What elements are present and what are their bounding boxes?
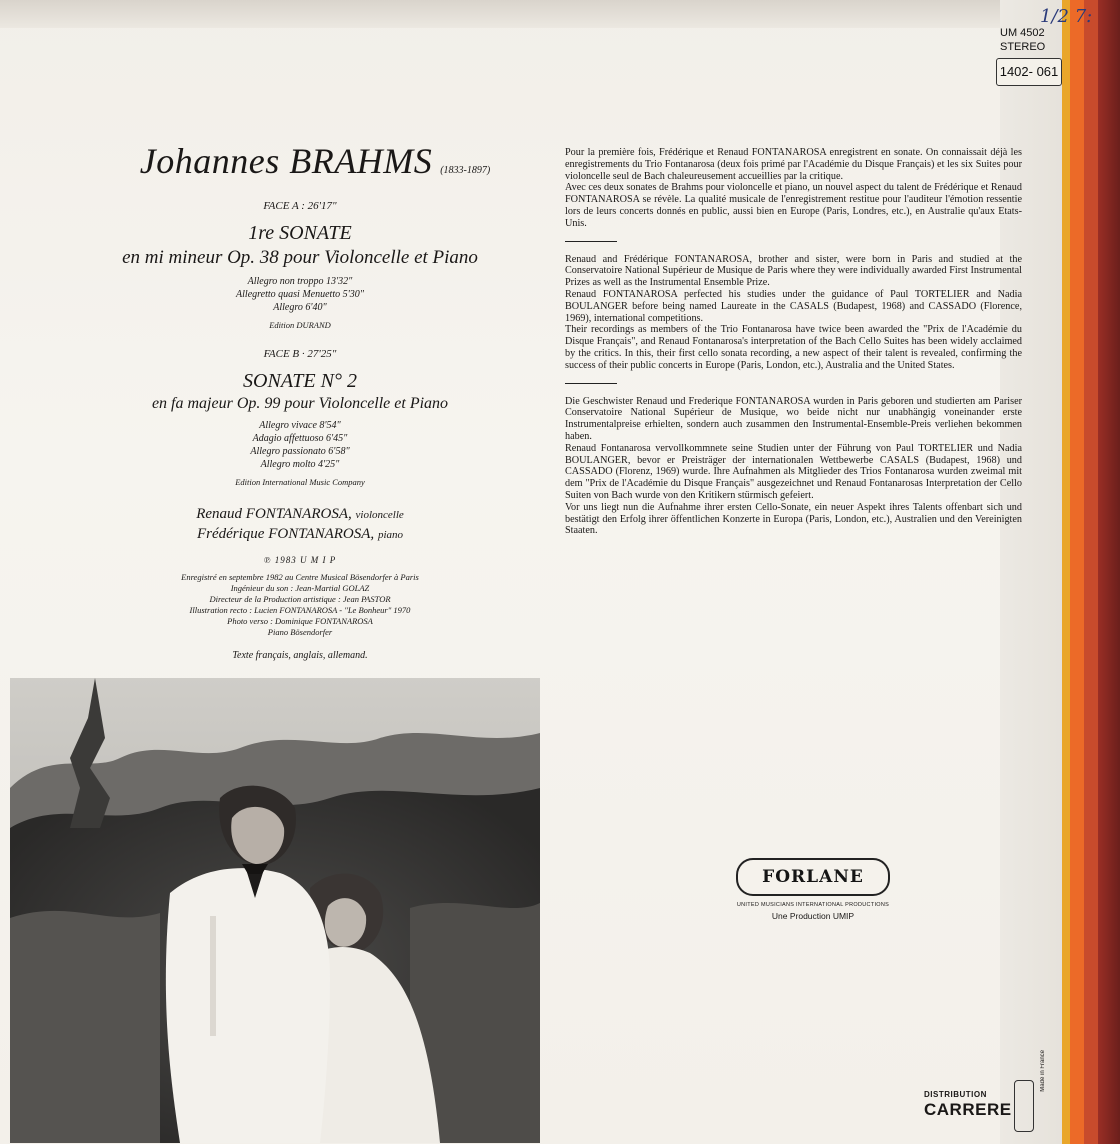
composer-name: Johannes BRAHMS	[139, 141, 433, 181]
catalog-info	[1000, 26, 1045, 54]
catalog-code: UM 4502	[1000, 27, 1045, 39]
sonata-1-title: 1re SONATE	[248, 222, 352, 244]
logo-subtitle: UNITED MUSICIANS INTERNATIONAL PRODUCTIONS	[736, 902, 890, 908]
credit-line: Enregistré en septembre 1982 au Centre Musical Bösendorfer à Paris	[181, 572, 419, 582]
movement: Allegro vivace 8'54"	[259, 420, 341, 431]
stripe-dark-red	[1098, 0, 1120, 1144]
sonata-1-subtitle: en mi mineur Op. 38 pour Violoncelle et Piano	[122, 247, 478, 268]
credit-line: Piano Bösendorfer	[267, 627, 333, 637]
distributor-name: CARRERE	[924, 1100, 1012, 1119]
distribution-block	[924, 1090, 1012, 1120]
stripe-red	[1084, 0, 1098, 1144]
movement: Adagio affettuoso 6'45"	[252, 433, 348, 444]
distributor-mark-icon	[1014, 1080, 1034, 1132]
face-a-label: FACE A : 26'17"	[263, 200, 337, 212]
credit-line: Directeur de la Production artistique : Jean PASTOR	[209, 594, 391, 604]
notes-fr-paragraph: Pour la première fois, Frédérique et Renaud FONTANAROSA enregistrent en sonate. On connaissait déjà les enregistrements du Trio Fontanarosa (deux fois primé par l'Académie du Disque Français) et les six Suites pour violoncelle seul de Bach chaleureusement accueillies par la critique.	[565, 147, 1022, 182]
catalog-sticker: 1402- 061	[996, 58, 1062, 86]
credit-line: Illustration recto : Lucien FONTANAROSA - "Le Bonheur" 1970	[189, 605, 411, 615]
composer-heading	[90, 140, 540, 182]
credits	[60, 555, 540, 638]
sonata-2-title: SONATE N° 2	[243, 370, 357, 392]
performer-name: Renaud FONTANAROSA,	[196, 506, 352, 522]
performer-instrument: piano	[377, 529, 403, 541]
tracklist-column	[60, 140, 540, 661]
forlane-logo: FORLANE	[736, 858, 890, 896]
performer-cello	[60, 505, 540, 525]
notes-fr-paragraph: Avec ces deux sonates de Brahms pour violoncelle et piano, un nouvel aspect du talent de Frédérique et Renaud FONTANAROSA se révèle. La qualité musicale de l'enregistrement restitue pour l'auditeur l'émotion ressentie lors de leurs concerts donnés en public, aussi bien en Europe (Paris, Londres, etc.), en Australie qu'aux Etats-Unis.	[565, 182, 1022, 229]
languages-note: Texte français, anglais, allemand.	[232, 650, 368, 661]
sonata-2-subtitle: en fa majeur Op. 99 pour Violoncelle et Piano	[151, 395, 449, 412]
notes-de-paragraph: Renaud Fontanarosa vervollkommnete seine Studien unter der Führung von Paul TORTELIER und Nadia BOULANGER, bevor er Preisträger der internationalen Wettbewerbe CASALS (Budapest, 1968) und CASSADO (Florenz, 1969) wurde. Ihre Aufnahmen als Mitglieder des Trios Fontanarosa wurden zweimal mit dem "Prix de l'Académie du Disque Français" ausgezeichnet und Renaud Fontanarosas Interpretation der Cello Suiten von Bach wurde von den Kritikern stürmisch gefeiert.	[565, 442, 1022, 501]
face-a-edition: Edition DURAND	[269, 320, 331, 330]
face-b-movements	[60, 419, 540, 471]
face-b-label: FACE B · 27'25"	[263, 348, 337, 360]
notes-de-paragraph: Die Geschwister Renaud und Frederique FONTANAROSA wurden in Paris geboren und studierten am Pariser Conservatoire National Supérieur de Musique, wo beide nicht nur unabhängig voneinander erste Instrumentalpreise erhielten, sondern auch zusammen den Instrumental-Ensemble-Preis verliehen bekommen haben.	[565, 395, 1022, 442]
logo-production: Une Production UMIP	[771, 911, 855, 921]
credit-line: Ingénieur du son : Jean-Martial GOLAZ	[230, 583, 370, 593]
notes-en-paragraph: Renaud FONTANAROSA perfected his studies under the guidance of Paul TORTELIER and Nadia BOULANGER before being named Laureate in the CASALS (Budapest, 1968) and CASSADO (Florence, 1969), international competitions.	[565, 288, 1022, 324]
liner-notes	[565, 147, 1022, 537]
movement: Allegro 6'40"	[273, 302, 327, 313]
handwritten-note: 1/2 7:	[1040, 6, 1093, 27]
notes-en-paragraph: Their recordings as members of the Trio Fontanarosa have twice been awarded the "Prix de l'Académie du Disque Français", and Renaud Fontanarosa's interpretation of the Bach Cello Suites has been widely acclaimed by the critics. In this, their first cello sonata recording, a new aspect of their talent is revealed, confirming the success of their public concerts in Europe (Paris, London, etc.), Australia and the United States.	[565, 324, 1022, 371]
stripe-orange	[1070, 0, 1084, 1144]
label-logo	[728, 858, 898, 921]
movement: Allegro non troppo 13'32"	[247, 276, 353, 287]
notes-en-paragraph: Renaud and Frédérique FONTANAROSA, brother and sister, were born in Paris and studied at the Conservatoire National Supérieur de Musique de Paris where they were individually awarded First Instrumental Prizes as well as the Instrumental Ensemble Prize.	[565, 253, 1022, 289]
movement: Allegro passionato 6'58"	[250, 446, 350, 457]
made-in-france: Made in France	[1040, 1050, 1046, 1092]
movement: Allegretto quasi Menuetto 5'30"	[236, 289, 364, 300]
performer-name: Frédérique FONTANAROSA,	[196, 526, 375, 542]
photo-illustration	[10, 678, 540, 1143]
stereo-label: STEREO	[1000, 41, 1046, 53]
composer-dates: (1833-1897)	[440, 165, 491, 176]
divider	[565, 383, 617, 384]
performer-piano	[60, 525, 540, 545]
copyright-line: ℗ 1983 U M I P	[263, 555, 337, 565]
performer-instrument: violoncelle	[355, 509, 404, 521]
stripe-yellow	[1062, 0, 1070, 1144]
notes-de-paragraph: Vor uns liegt nun die Aufnahme ihrer ersten Cello-Sonate, ein neuer Aspekt ihres Talents offenbart sich und bestätigt den Erfolg ihrer öffentlichen Konzerte in Europa (Paris, London, etc.), Australien und den Vereinigten Staaten.	[565, 501, 1022, 537]
face-b-edition: Edition International Music Company	[235, 477, 365, 487]
top-edge	[0, 0, 1000, 28]
performers-photo	[10, 678, 540, 1143]
divider	[565, 241, 617, 242]
credit-line: Photo verso : Dominique FONTANAROSA	[227, 616, 373, 626]
performers	[60, 505, 540, 545]
face-a-movements	[60, 275, 540, 314]
distribution-label: DISTRIBUTION	[924, 1090, 987, 1099]
movement: Allegro molto 4'25"	[260, 459, 340, 470]
